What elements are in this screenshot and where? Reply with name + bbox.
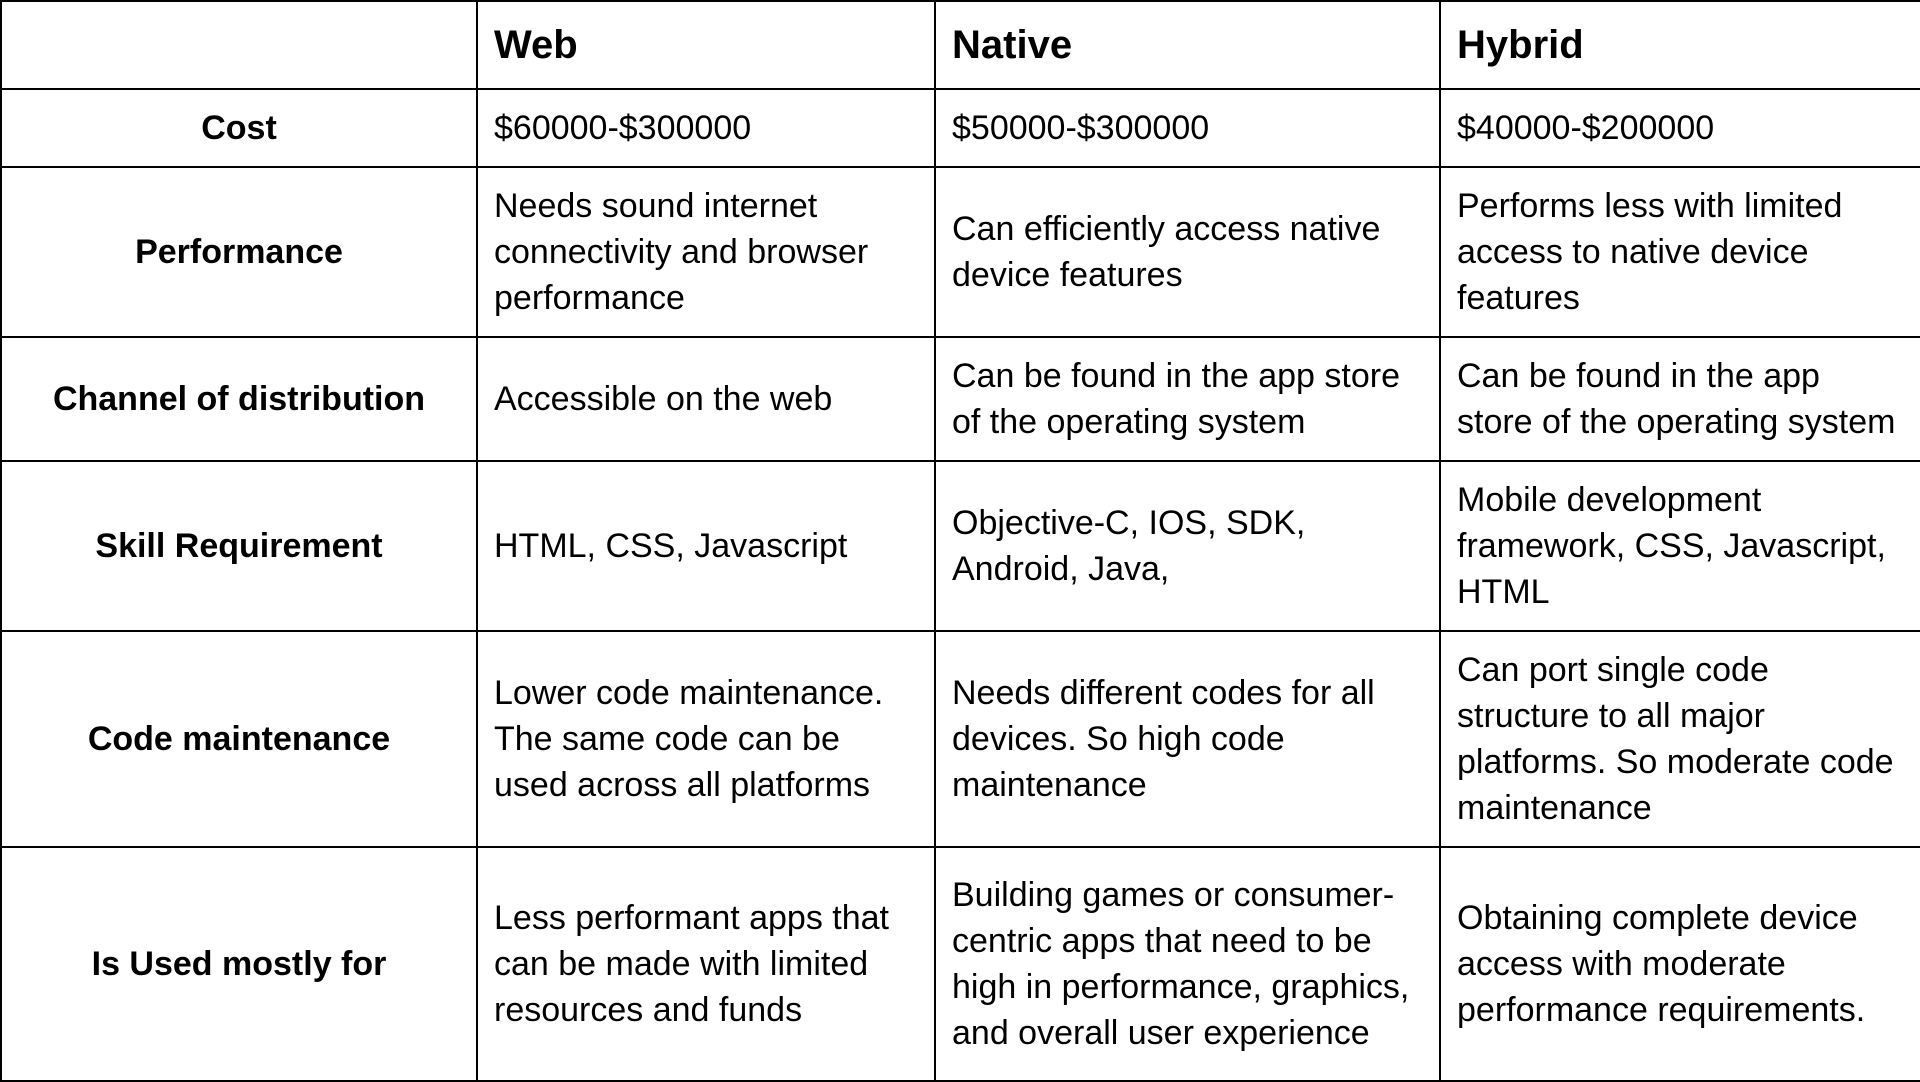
row-label-skill: Skill Requirement [1,461,477,631]
table-row-channel [1,337,1920,461]
table-row-skill [1,461,1920,631]
row-label-channel: Channel of distribution [1,337,477,461]
header-cell-native: Native [935,1,1440,89]
header-row [1,1,1920,89]
table-row-performance [1,167,1920,337]
cell-hybrid-performance: Performs less with limited access to native device features [1440,167,1920,337]
header-cell-empty [1,1,477,89]
cell-native-used-for: Building games or consumer-centric apps that need to be high in performance, graphics, and overall user experience [935,847,1440,1081]
cell-native-channel: Can be found in the app store of the operating system [935,337,1440,461]
table-row-used-for [1,847,1920,1081]
cell-hybrid-skill: Mobile development framework, CSS, Javascript, HTML [1440,461,1920,631]
cell-web-performance: Needs sound internet connectivity and browser performance [477,167,935,337]
table-row-cost [1,89,1920,167]
cell-native-performance: Can efficiently access native device features [935,167,1440,337]
cell-native-skill: Objective-C, IOS, SDK, Android, Java, [935,461,1440,631]
cell-hybrid-code-maintenance: Can port single code structure to all major platforms. So moderate code maintenance [1440,631,1920,847]
cell-web-used-for: Less performant apps that can be made with limited resources and funds [477,847,935,1081]
cell-web-channel: Accessible on the web [477,337,935,461]
row-label-used-for: Is Used mostly for [1,847,477,1081]
cell-hybrid-cost: $40000-$200000 [1440,89,1920,167]
cell-web-code-maintenance: Lower code maintenance. The same code can be used across all platforms [477,631,935,847]
cell-hybrid-channel: Can be found in the app store of the operating system [1440,337,1920,461]
cell-web-skill: HTML, CSS, Javascript [477,461,935,631]
cell-native-code-maintenance: Needs different codes for all devices. So high code maintenance [935,631,1440,847]
header-cell-web: Web [477,1,935,89]
cell-hybrid-used-for: Obtaining complete device access with moderate performance requirements. [1440,847,1920,1081]
row-label-code-maintenance: Code maintenance [1,631,477,847]
row-label-cost: Cost [1,89,477,167]
table-row-code-maintenance [1,631,1920,847]
row-label-performance: Performance [1,167,477,337]
cell-web-cost: $60000-$300000 [477,89,935,167]
cell-native-cost: $50000-$300000 [935,89,1440,167]
header-cell-hybrid: Hybrid [1440,1,1920,89]
